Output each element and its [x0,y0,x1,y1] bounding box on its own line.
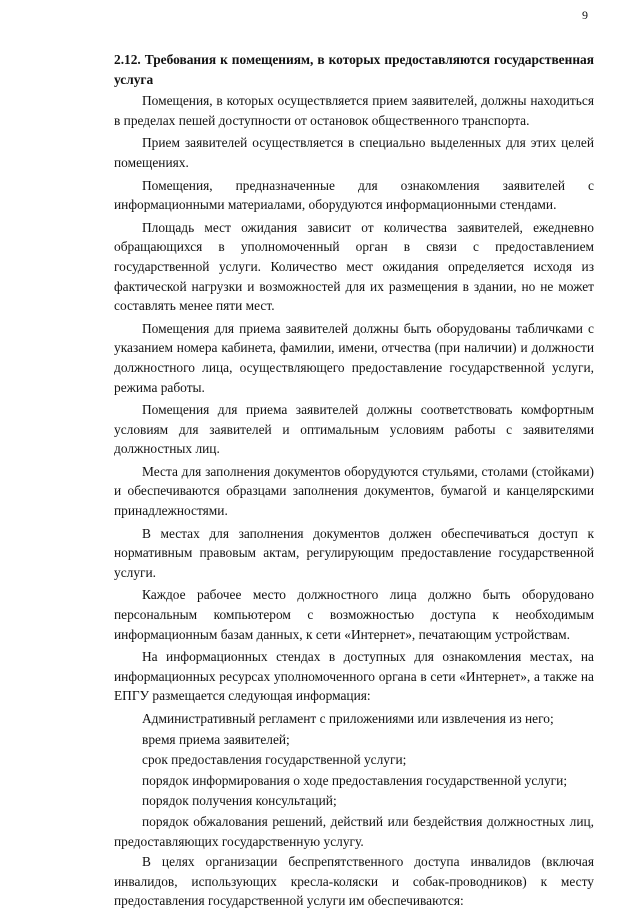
paragraph: Помещения, в которых осуществляется прием заявителей, должны находиться в пределах пешей доступности от остановок общественного транспорта. [114,93,594,128]
page-number: 9 [582,8,588,22]
paragraph: Каждое рабочее место должностного лица должно быть оборудовано персональным компьютером с возможностью доступа к необходимым информационным базам данных, к сети «Интернет», печатающим устройствам. [114,587,594,642]
paragraph: Прием заявителей осуществляется в специально выделенных для этих целей помещениях. [114,135,594,170]
list-item: срок предоставления государственной услуги; [142,752,407,768]
paragraph: В местах для заполнения документов должен обеспечиваться доступ к нормативным правовым актам, регулирующим предоставление государственной услуги. [114,525,594,580]
paragraph: Площадь мест ожидания зависит от количества заявителей, ежедневно обращающихся в уполномоченный орган в связи с предоставлением государственной услуги. Количество мест ожидания определяется исходя из фактической нагрузки и возможностей для их размещения в здании, но не может составлять менее пяти мест. [114,219,594,314]
list-item: Административный регламент с приложениями или извлечения из него; [142,711,554,726]
list-item: порядок информирования о ходе предоставления государственной услуги; [142,772,568,788]
paragraph: Помещения для приема заявителей должны быть оборудованы табличками с указанием номера кабинета, фамилии, имени, отчества (при наличии) и должности должностного лица, осуществляющего предоставление государственной услуги, режима работы. [114,320,594,395]
list-item: порядок получения консультаций; [142,793,337,809]
paragraph: На информационных стендах в доступных для ознакомления местах, на информационных ресурсах уполномоченного органа в сети «Интернет», а также на ЕПГУ размещается следующая информация: [114,649,594,704]
list-item: порядок обжалования решений, действий или бездействия должностных лиц, предоставляющих государственную услугу. [114,813,594,849]
paragraph: В целях организации беспрепятственного доступа инвалидов (включая инвалидов, использующих кресла-коляски и собак-проводников) к месту предоставления государственной услуги им обеспечиваются: [114,854,594,909]
list-item: время приема заявителей; [142,731,290,747]
paragraph: Помещения для приема заявителей должны соответствовать комфортным условиям для заявителей и оптимальным условиям работы с заявителями должностных лиц. [114,402,594,457]
document-body [114,50,594,911]
paragraph: Помещения, предназначенные для ознакомления заявителей с информационными материалами, оборудуются информационными стендами. [114,177,594,213]
section-heading: 2.12. Требования к помещениям, в которых предоставляются государственная услуга [114,52,594,87]
paragraph: Места для заполнения документов оборудуются стульями, столами (стойками) и обеспечиваются образцами заполнения документов, бумагой и канцелярскими принадлежностями. [114,463,594,519]
